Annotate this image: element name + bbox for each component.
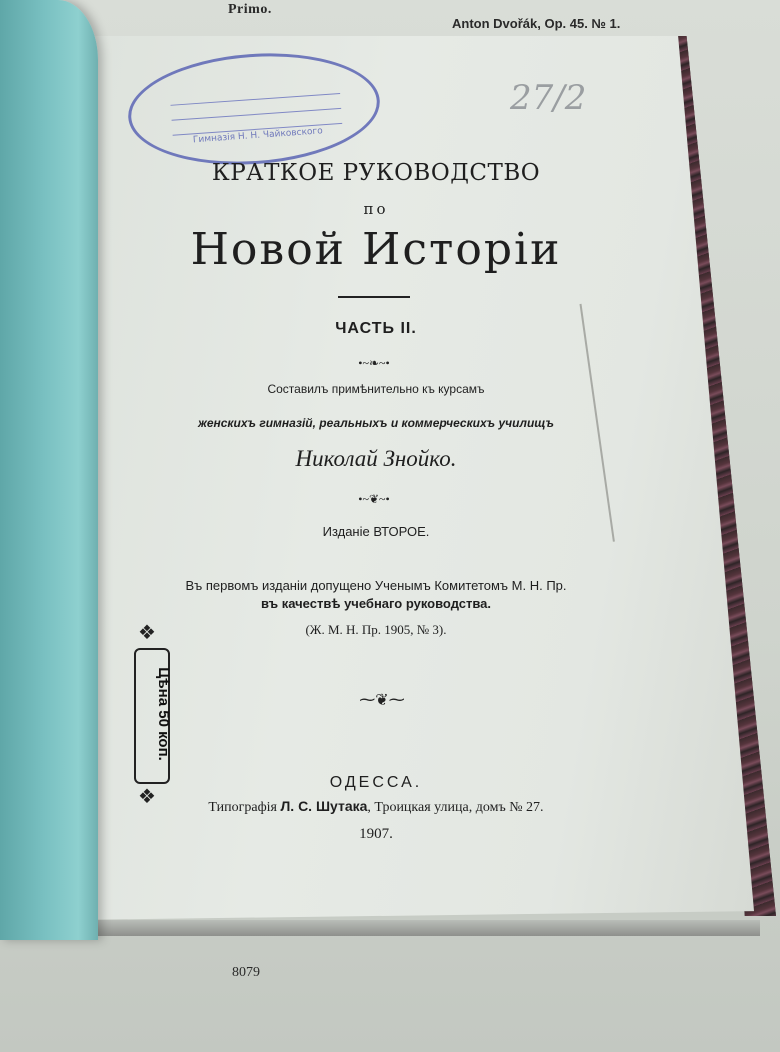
- press-suffix: , Троицкая улица, домъ № 27.: [367, 800, 544, 815]
- title-line-1: КРАТКОЕ РУКОВОДСТВО: [211, 160, 541, 186]
- approval-line-1: Въ первомъ изданіи допущено Ученымъ Комитетомъ М. Н. Пр.: [185, 578, 567, 593]
- score-plate-number: 8079: [232, 965, 260, 980]
- ornament-icon: ❖: [138, 786, 156, 808]
- stamp-text: Гимназія Н. Н. Чайковского: [192, 126, 324, 146]
- ornament-icon: ⁓❦⁓: [359, 692, 405, 709]
- page-stack-edge: [0, 920, 760, 936]
- score-header-left: Primo.: [228, 2, 272, 17]
- press-name: Л. С. Шутака: [280, 798, 368, 814]
- ornament-icon: ❖: [138, 622, 156, 644]
- schools-line: женскихъ гимназій, реальныхъ и коммерческихъ училищъ: [197, 416, 554, 430]
- title-rule: [338, 296, 410, 298]
- ornament-icon: •~❦~•: [358, 492, 390, 506]
- approval-reference: (Ж. М. Н. Пр. 1905, № 3).: [305, 622, 447, 637]
- approval-line-2: въ качествѣ учебнаго руководства.: [260, 596, 492, 611]
- title-line-2: по: [363, 200, 389, 218]
- compiled-by: Составилъ примѣнительно къ курсамъ: [267, 382, 485, 396]
- press-prefix: Типографія: [208, 800, 281, 815]
- price-badge: [128, 620, 176, 810]
- ornament-icon: •~❧~•: [358, 356, 390, 370]
- main-title: Новой Исторіи: [190, 224, 562, 275]
- city: ОДЕССА.: [329, 774, 423, 791]
- publication-year: 1907.: [359, 826, 393, 842]
- edition-line: Изданіе ВТОРОЕ.: [322, 524, 430, 539]
- price-label: Цѣна 50 коп.: [155, 667, 172, 761]
- handwritten-number: 27/2: [510, 78, 587, 118]
- author-name: Николай Знойко.: [295, 446, 457, 471]
- part-number: ЧАСТЬ II.: [335, 320, 417, 337]
- score-header-right: Anton Dvořák, Op. 45. № 1.: [452, 16, 621, 31]
